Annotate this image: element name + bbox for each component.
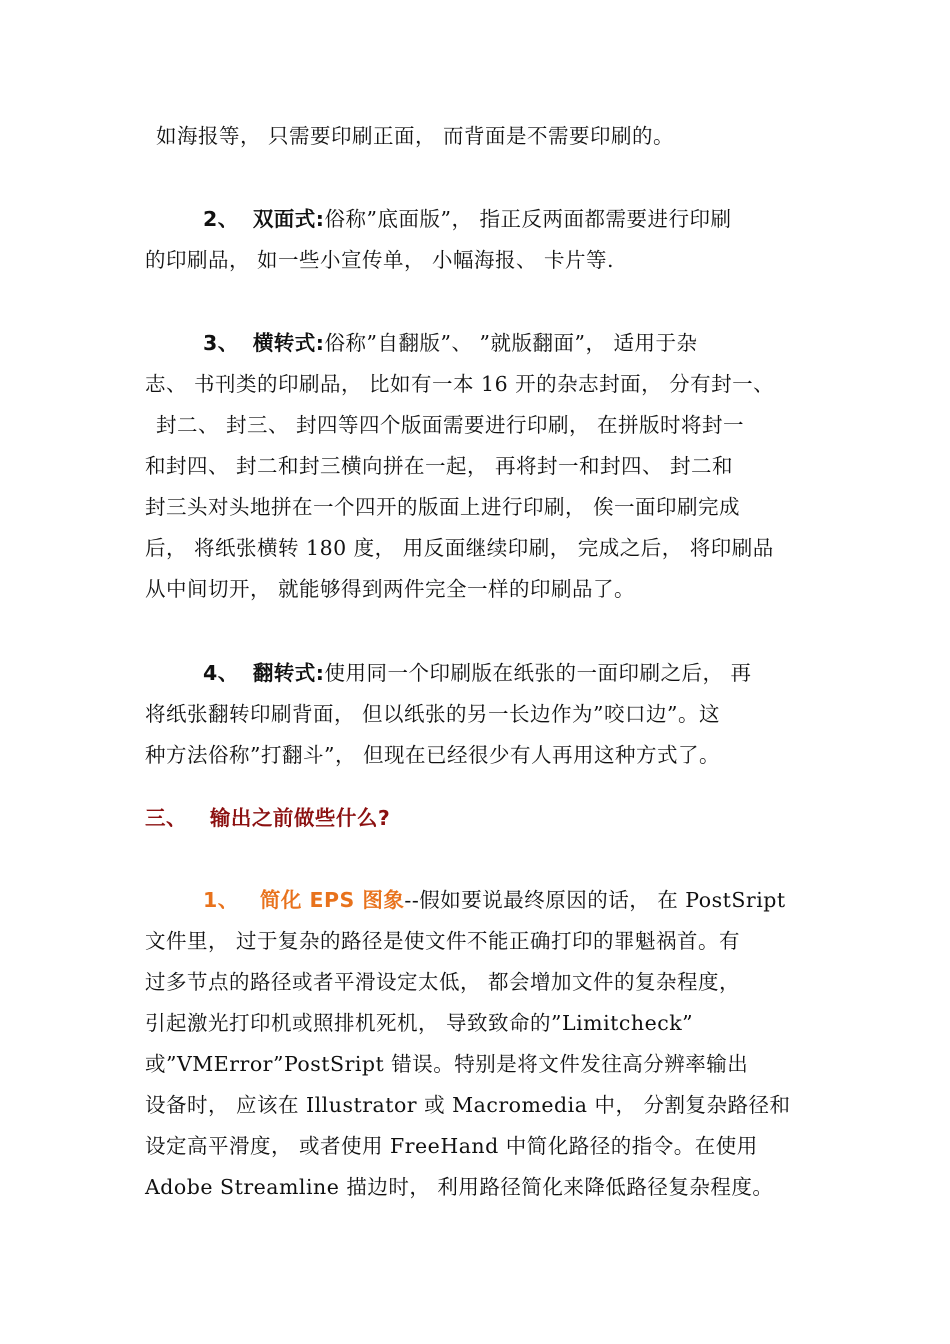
section-number: 三、 xyxy=(145,806,187,830)
paragraph-double-sided xyxy=(145,199,810,281)
item-title: 翻转式: xyxy=(252,661,325,685)
text-run: 使用同一个印刷版在纸张的一面印刷之后， 再 xyxy=(324,661,752,685)
text-run: 俗称”底面版”， 指正反两面都需要进行印刷 xyxy=(324,207,732,231)
item-title: 横转式: xyxy=(252,331,325,355)
item-title: 双面式: xyxy=(252,207,325,231)
paragraph-continuation xyxy=(145,116,810,157)
text-line: 引起激光打印机或照排机死机， 导致致命的”Limitcheck” xyxy=(145,1011,694,1035)
paragraph-flip-turn xyxy=(145,653,810,776)
text-line: 的印刷品， 如一些小宣传单， 小幅海报、 卡片等. xyxy=(145,248,615,272)
text-line: 和封四、 封二和封三横向拼在一起， 再将封一和封四、 封二和 xyxy=(145,454,734,478)
text-line: 设备时， 应该在 Illustrator 或 Macromedia 中， 分割复杂路径和 xyxy=(145,1093,791,1117)
paragraph-simplify-eps xyxy=(145,880,810,1208)
text-run: 俗称”自翻版”、 ”就版翻面”， 适用于杂 xyxy=(324,331,698,355)
text-line: 志、 书刊类的印刷品， 比如有一本 16 开的杂志封面， 分有封一、 xyxy=(145,372,775,396)
text-line: 设定高平滑度， 或者使用 FreeHand 中简化路径的指令。在使用 xyxy=(145,1134,758,1158)
section-title xyxy=(145,798,810,839)
text-line: 封二、 封三、 封四等四个版面需要进行印刷， 在拼版时将封一 xyxy=(156,413,745,437)
text-line xyxy=(145,880,810,921)
text-run: --假如要说最终原因的话， 在 PostSript xyxy=(404,888,786,912)
item-number: 1、 xyxy=(203,888,239,912)
item-number: 3、 xyxy=(203,331,239,355)
text-line xyxy=(145,199,810,240)
text-line: 种方法俗称”打翻斗”， 但现在已经很少有人再用这种方式了。 xyxy=(145,743,720,767)
paragraph-horizontal-turn xyxy=(145,323,810,610)
text-line xyxy=(145,323,810,364)
text-line: 封三头对头地拼在一个四开的版面上进行印刷， 俟一面印刷完成 xyxy=(145,495,741,519)
item-number: 4、 xyxy=(203,661,239,685)
section-heading xyxy=(145,798,810,839)
text-line: 文件里， 过于复杂的路径是使文件不能正确打印的罪魁祸首。有 xyxy=(145,929,741,953)
text-line xyxy=(145,653,810,694)
text-line: 如海报等， 只需要印刷正面， 而背面是不需要印刷的。 xyxy=(156,124,675,148)
section-title-text: 输出之前做些什么? xyxy=(209,806,391,830)
text-line: 后， 将纸张横转 180 度， 用反面继续印刷， 完成之后， 将印刷品 xyxy=(145,536,774,560)
text-line: 从中间切开， 就能够得到两件完全一样的印刷品了。 xyxy=(145,577,636,601)
text-line: 过多节点的路径或者平滑设定太低， 都会增加文件的复杂程度， xyxy=(145,970,741,994)
item-title: 简化 EPS 图象 xyxy=(259,888,405,912)
text-line: Adobe Streamline 描边时， 利用路径简化来降低路径复杂程度。 xyxy=(145,1175,774,1199)
text-line: 或”VMError”PostSript 错误。特别是将文件发往高分辨率输出 xyxy=(145,1052,749,1076)
item-number: 2、 xyxy=(203,207,239,231)
text-line: 将纸张翻转印刷背面， 但以纸张的另一长边作为”咬口边”。这 xyxy=(145,702,720,726)
